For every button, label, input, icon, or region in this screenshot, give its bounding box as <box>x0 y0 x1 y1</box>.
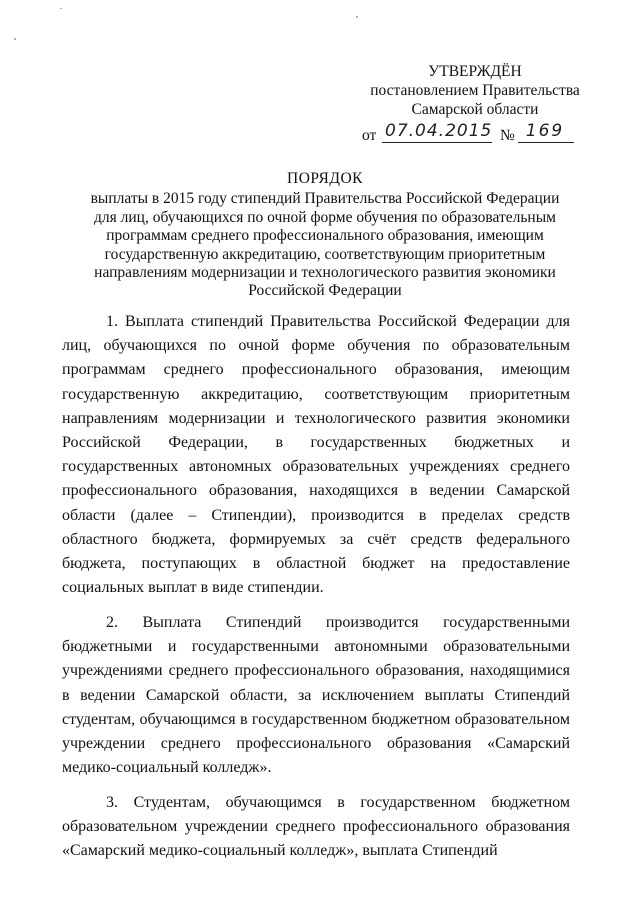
number-underline <box>518 142 574 143</box>
date-underline <box>382 142 492 143</box>
number-prefix: № <box>500 127 515 144</box>
handwritten-date: 07.04.2015 <box>385 121 493 141</box>
approval-date-number-row <box>360 122 590 146</box>
document-heading <box>60 170 590 301</box>
heading-line: для лиц, обучающихся по очной форме обучения по образовательным <box>94 208 556 226</box>
paragraph-3: 3. Студентам, обучающимся в государственном бюджетном образовательном учреждении среднего профессионального образования «Самарский медико-социальный колледж», выплата Стипендий <box>62 793 570 860</box>
heading-title: ПОРЯДОК <box>287 170 363 187</box>
scan-dust-mark <box>60 8 62 9</box>
heading-line: программам среднего профессионального образования, имеющим <box>106 227 544 245</box>
heading-line: государственную аккредитацию, соответствующим приоритетным <box>104 245 546 263</box>
approval-status: УТВЕРЖДЁН <box>428 63 522 80</box>
scan-dust-mark <box>14 38 16 40</box>
scan-dust-mark <box>356 16 358 18</box>
paragraph-2: 2. Выплата Стипендий производится государственными бюджетными и государственными автономными образовательными учреждениями среднего профессионального образования, находящимися в ведении Самарской области, за исключением выплаты Стипендий студентам, обучающимся в государственном бюджетном образовательном учреждении среднего профессионального образования «Самарский медико-социальный колледж». <box>62 613 570 777</box>
paragraph-1: 1. Выплата стипендий Правительства Российской Федерации для лиц, обучающихся по очной форме обучения по образовательным программам среднего профессионального образования, имеющим государственную аккредитацию, соответствующим приоритетным направлениям модернизации и технологического развития экономики Российской Федерации, в государственных бюджетных и государственных автономных образовательных учреждениях среднего профессионального образования, находящихся в ведении Самарской области (далее – Стипендии), производится в пределах средств областного бюджета, формируемых за счёт средств федерального бюджета, поступающих в областной бюджет на предоставление социальных выплат в виде стипендии. <box>62 313 570 597</box>
approval-line-1: постановлением Правительства <box>370 82 580 99</box>
approval-line-2: Самарской области <box>411 101 539 118</box>
approval-block <box>360 62 590 146</box>
date-prefix: от <box>362 127 377 144</box>
heading-line: выплаты в 2015 году стипендий Правительства Российской Федерации <box>90 190 560 208</box>
heading-line: Российской Федерации <box>248 282 402 300</box>
handwritten-number: 169 <box>525 121 565 141</box>
document-body <box>62 310 570 874</box>
heading-line: направлениям модернизации и технологического развития экономики <box>94 264 556 282</box>
